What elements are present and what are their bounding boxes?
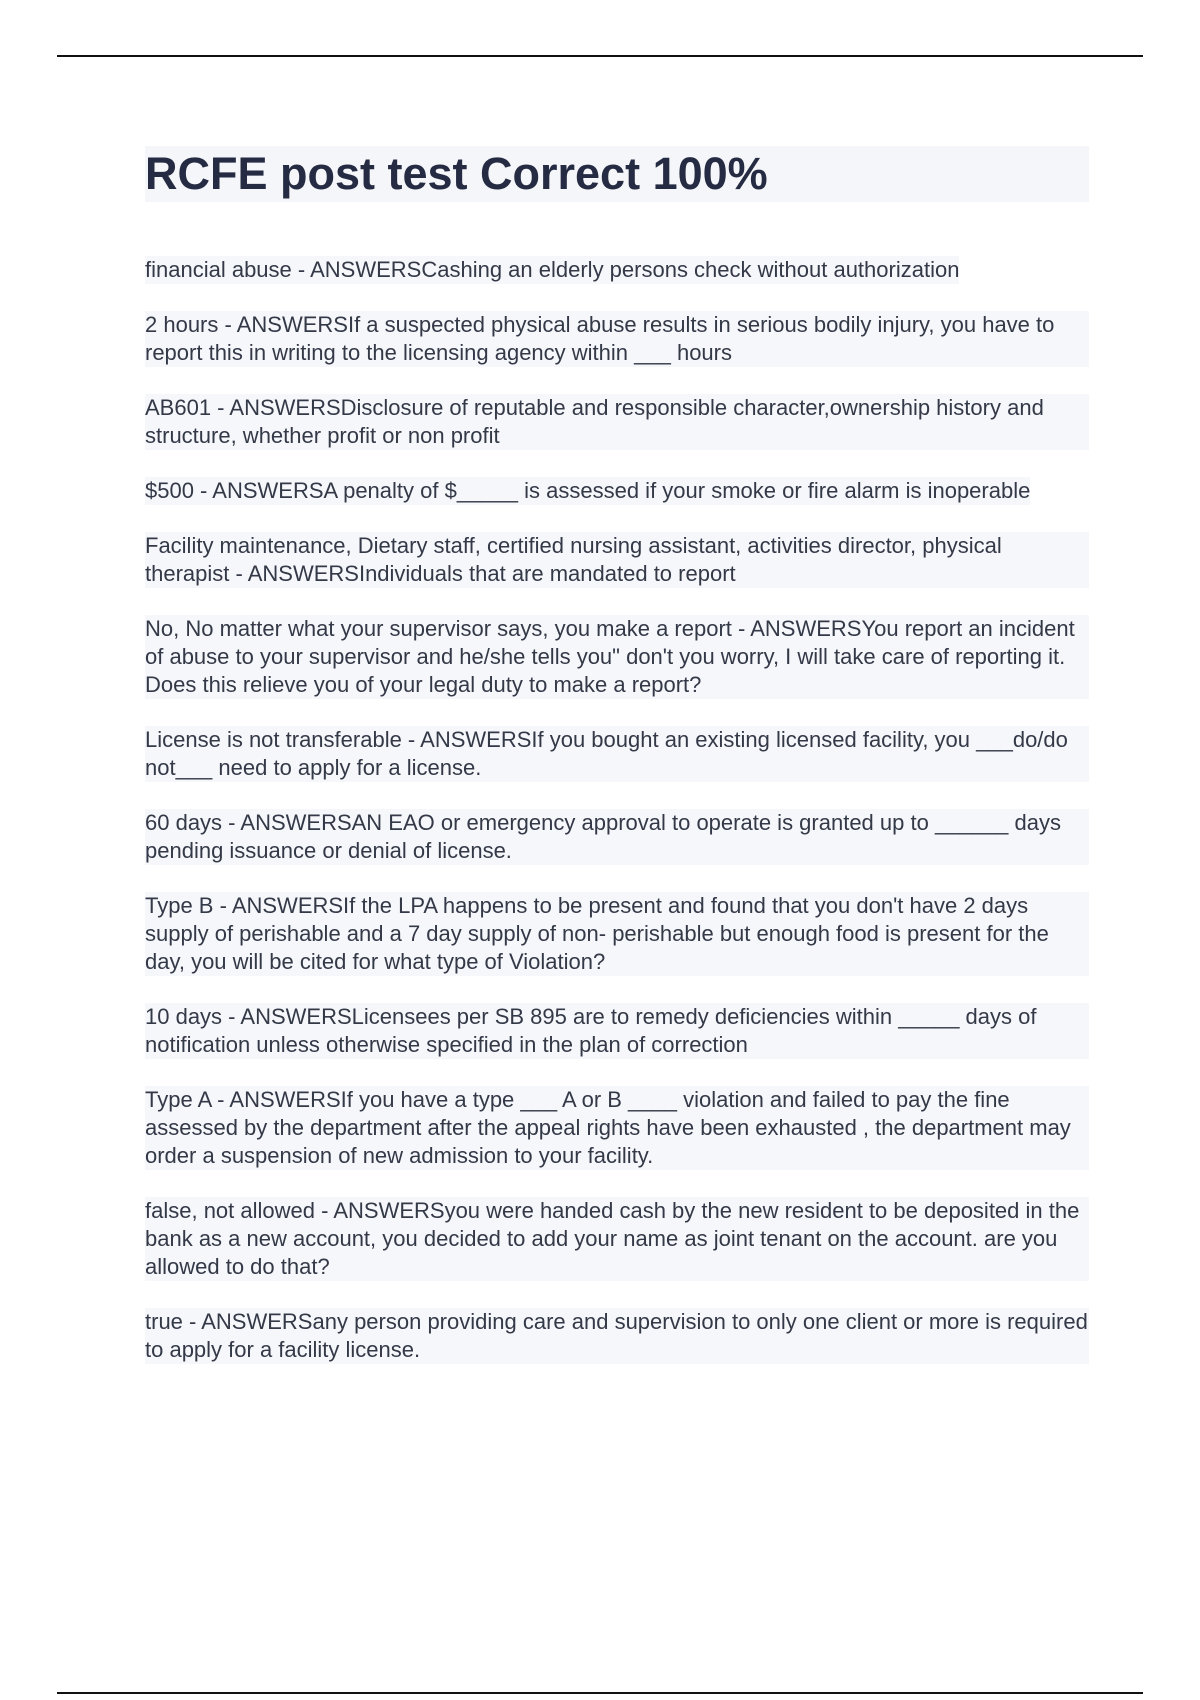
qa-item: 2 hours - ANSWERSIf a suspected physical abuse results in serious bodily injury, you have to report this in writing to the licensing agency within ___ hours: [145, 311, 1089, 367]
qa-item: $500 - ANSWERSA penalty of $_____ is assessed if your smoke or fire alarm is inoperable: [145, 478, 1031, 503]
document-body: [145, 146, 1089, 1391]
qa-item: Type A - ANSWERSIf you have a type ___ A or B ____ violation and failed to pay the fine assessed by the department after the appeal rights have been exhausted , the department may order a suspension of new admission to your facility.: [145, 1086, 1089, 1170]
qa-item: 10 days - ANSWERSLicensees per SB 895 are to remedy deficiencies within _____ days of notification unless otherwise specified in the plan of correction: [145, 1003, 1089, 1059]
qa-item: true - ANSWERSany person providing care and supervision to only one client or more is required to apply for a facility license.: [145, 1309, 1088, 1362]
title-band: [145, 146, 1089, 202]
page-title: RCFE post test Correct 100%: [145, 148, 768, 199]
qa-list: [145, 256, 1089, 1364]
top-rule: [57, 55, 1143, 57]
bottom-rule: [57, 1692, 1143, 1694]
qa-item: AB601 - ANSWERSDisclosure of reputable and responsible character,ownership history and structure, whether profit or non profit: [145, 394, 1089, 450]
qa-item: Type B - ANSWERSIf the LPA happens to be present and found that you don't have 2 days supply of perishable and a 7 day supply of non- perishable but enough food is present for the day, you will be cited for what type of Violation?: [145, 892, 1089, 976]
qa-item: Facility maintenance, Dietary staff, certified nursing assistant, activities director, physical therapist - ANSWERSIndividuals that are mandated to report: [145, 532, 1089, 588]
qa-item: License is not transferable - ANSWERSIf you bought an existing licensed facility, you ___do/do not___ need to apply for a license.: [145, 726, 1089, 782]
qa-item: false, not allowed - ANSWERSyou were handed cash by the new resident to be deposited in the bank as a new account, you decided to add your name as joint tenant on the account. are you allowed to do that?: [145, 1197, 1089, 1281]
qa-item: 60 days - ANSWERSAN EAO or emergency approval to operate is granted up to ______ days pending issuance or denial of license.: [145, 809, 1089, 865]
qa-item: No, No matter what your supervisor says, you make a report - ANSWERSYou report an incident of abuse to your supervisor and he/she tells you" don't you worry, I will take care of reporting it. Does this relieve you of your legal duty to make a report?: [145, 615, 1089, 699]
qa-item: financial abuse - ANSWERSCashing an elderly persons check without authorization: [145, 257, 960, 282]
